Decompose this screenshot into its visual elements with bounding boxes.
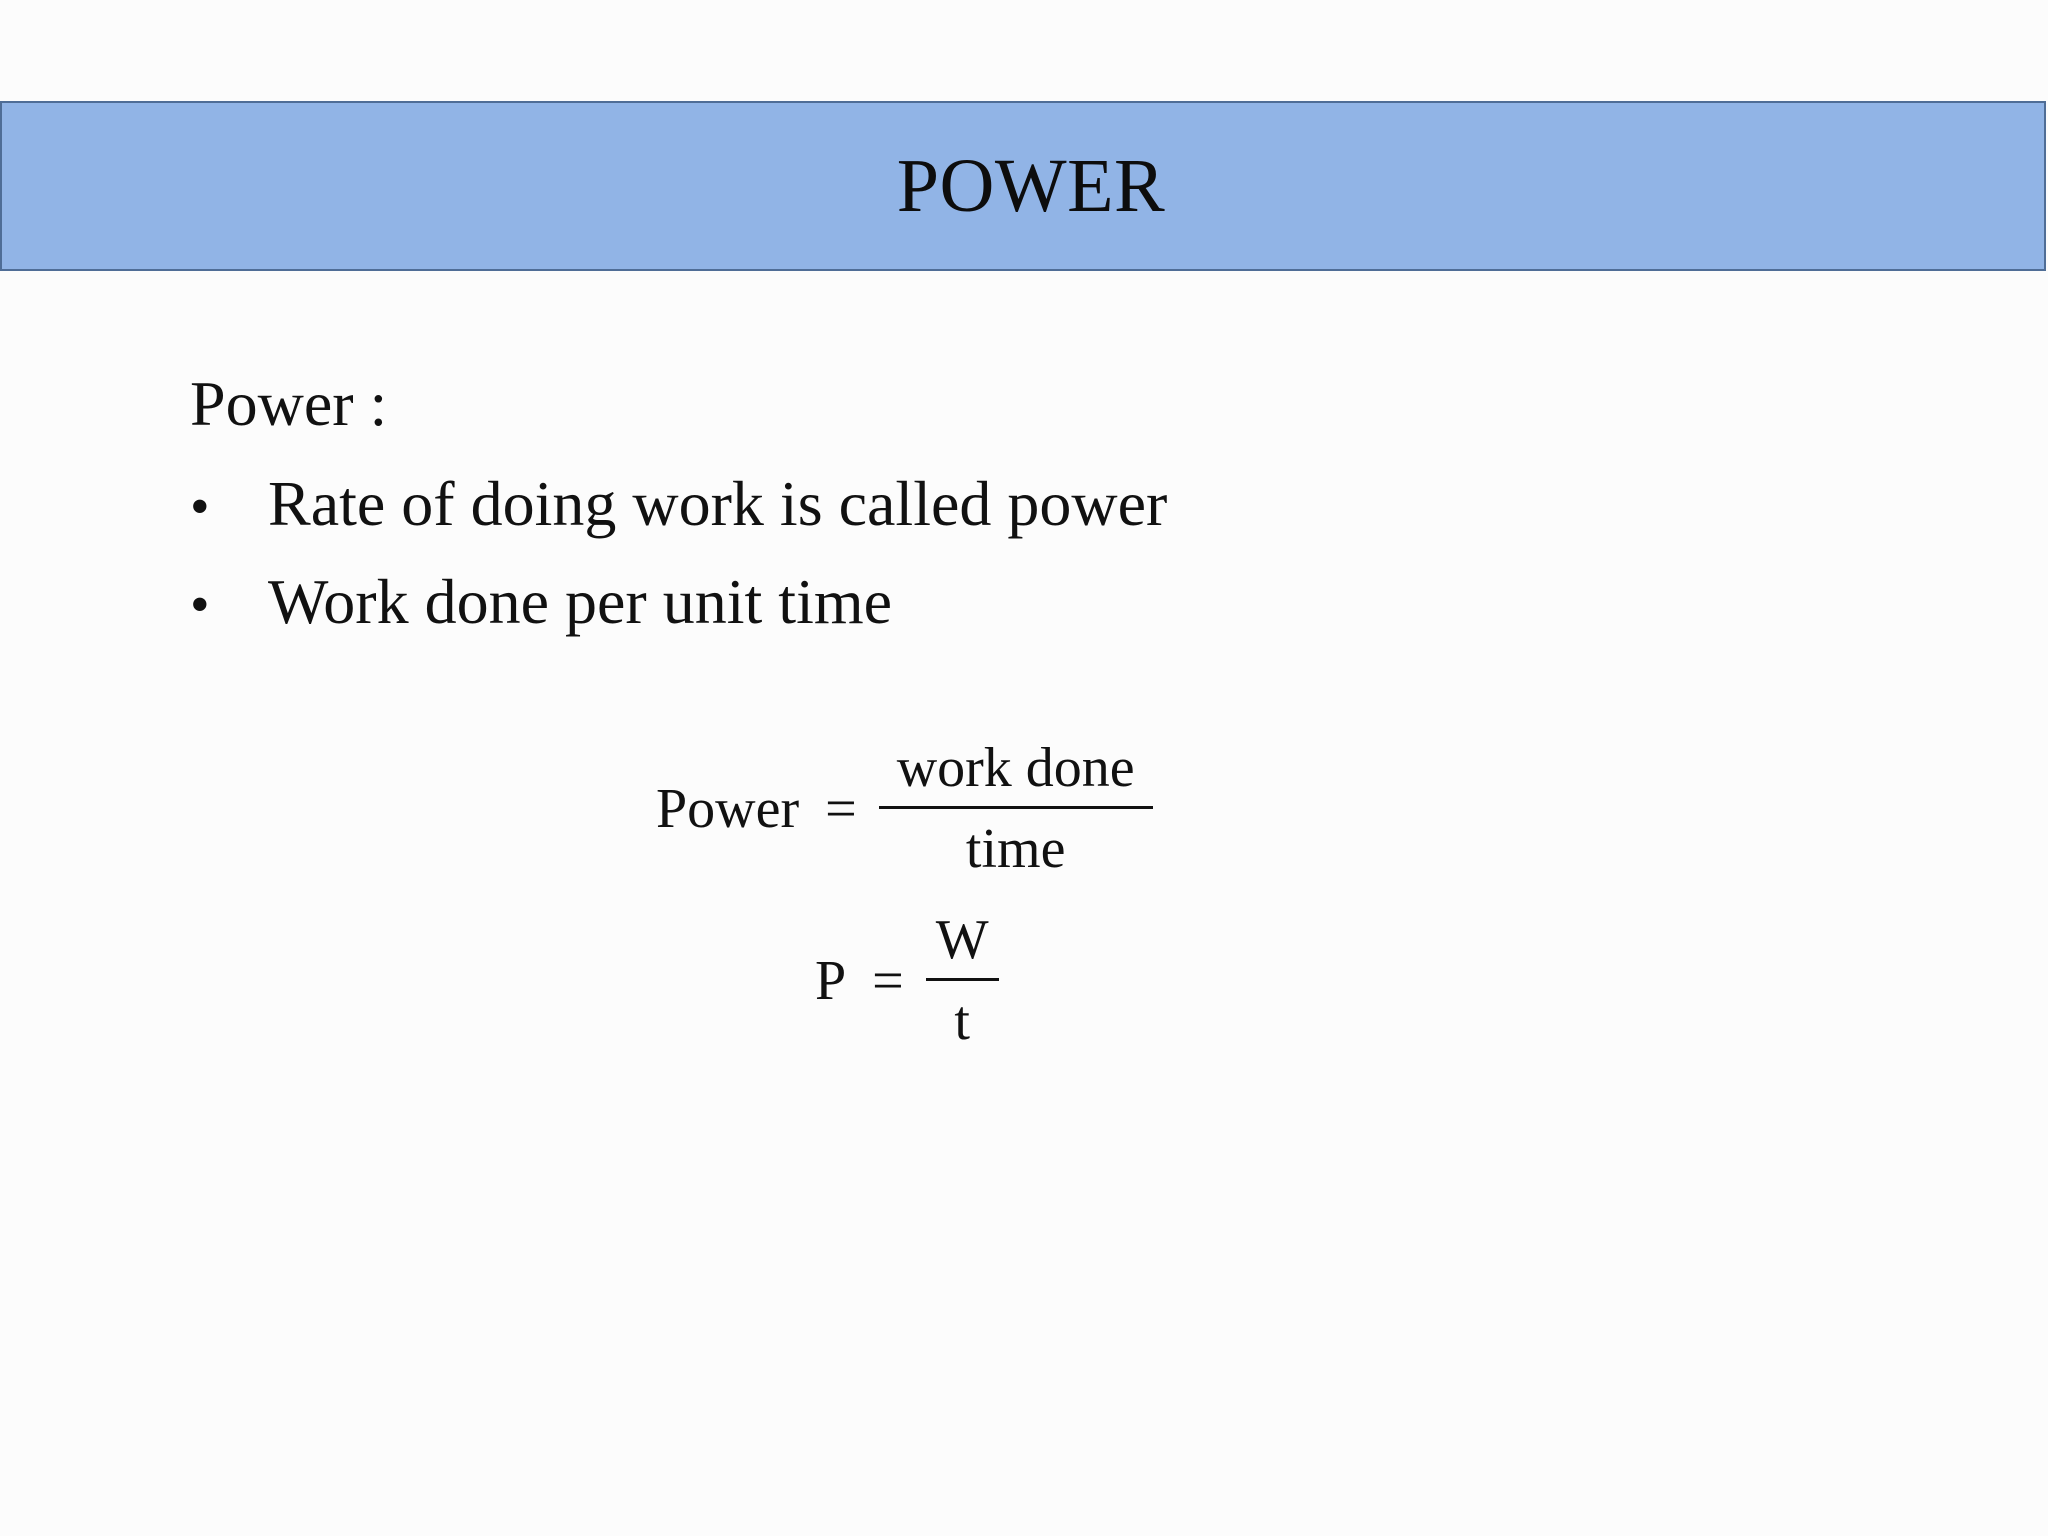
bullet-icon: • — [190, 574, 210, 636]
fraction-numerator: W — [935, 909, 989, 971]
bullet-item — [190, 566, 893, 637]
equals-sign: = — [825, 777, 857, 840]
power-formula-symbols — [815, 909, 999, 1052]
fraction — [879, 737, 1153, 880]
bullet-text: Rate of doing work is called power — [268, 468, 1168, 539]
slide-title: POWER — [896, 144, 1166, 228]
power-formula-words — [656, 737, 1153, 880]
formula-lhs: Power — [656, 777, 800, 840]
fraction-denominator: time — [965, 818, 1066, 880]
fraction — [926, 909, 999, 1052]
section-heading: Power : — [190, 368, 388, 439]
bullet-text: Work done per unit time — [268, 566, 893, 637]
formula-lhs: P — [815, 949, 847, 1012]
bullet-icon: • — [190, 476, 210, 538]
title-band — [0, 101, 2046, 271]
equals-sign: = — [872, 949, 904, 1012]
bullet-item — [190, 468, 1168, 539]
fraction-denominator: t — [954, 990, 970, 1052]
fraction-numerator: work done — [896, 737, 1135, 799]
